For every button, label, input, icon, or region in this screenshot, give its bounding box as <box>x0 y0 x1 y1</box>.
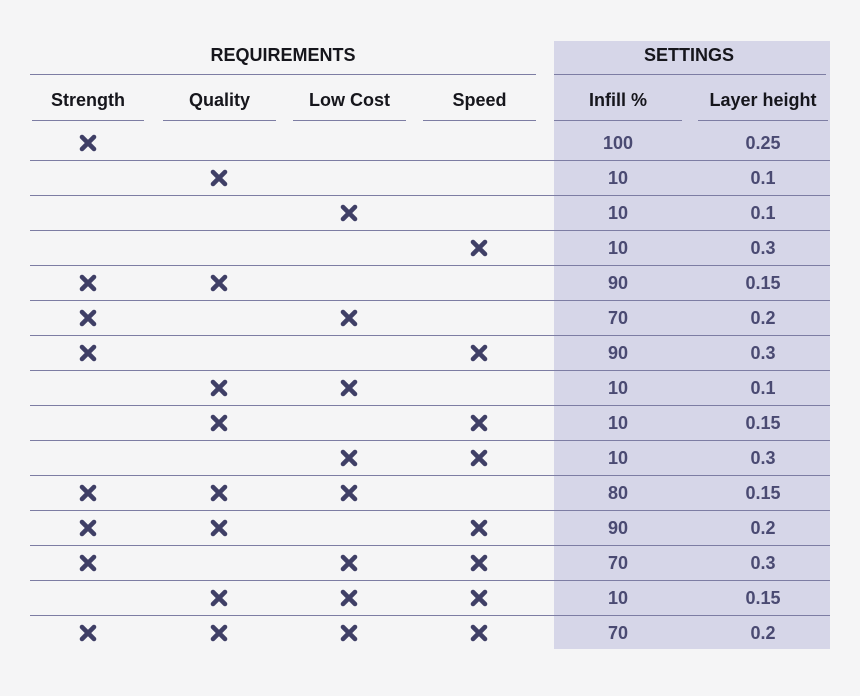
infill-value: 10 <box>607 413 629 433</box>
infill-value: 10 <box>607 203 629 223</box>
column-rule-low-cost <box>293 120 406 121</box>
cross-mark-icon <box>79 519 97 537</box>
requirements-group-rule <box>30 74 536 75</box>
settings-group-rule <box>554 74 826 75</box>
infill-value: 90 <box>607 343 629 363</box>
table-row <box>0 231 860 266</box>
layer-height-value: 0.3 <box>750 238 776 258</box>
table-row <box>0 266 860 301</box>
cross-mark-icon <box>470 449 488 467</box>
infill-value: 70 <box>607 553 629 573</box>
infill-value: 70 <box>607 308 629 328</box>
cross-mark-icon <box>210 414 228 432</box>
cross-mark-icon <box>340 379 358 397</box>
cross-mark-icon <box>210 484 228 502</box>
table-row <box>0 581 860 616</box>
table-row <box>0 301 860 336</box>
cross-mark-icon <box>470 624 488 642</box>
requirements-group-title: REQUIREMENTS <box>210 45 356 65</box>
column-rule-speed <box>423 120 536 121</box>
cross-mark-icon <box>470 519 488 537</box>
layer-height-value: 0.2 <box>750 623 776 643</box>
table-row <box>0 196 860 231</box>
cross-mark-icon <box>210 274 228 292</box>
table-row <box>0 406 860 441</box>
table-row <box>0 336 860 371</box>
cross-mark-icon <box>340 554 358 572</box>
cross-mark-icon <box>340 204 358 222</box>
cross-mark-icon <box>79 484 97 502</box>
cross-mark-icon <box>470 414 488 432</box>
infill-value: 90 <box>607 518 629 538</box>
infill-value: 80 <box>607 483 629 503</box>
table-row <box>0 161 860 196</box>
infill-value: 70 <box>607 623 629 643</box>
table-row <box>0 126 860 161</box>
layer-height-value: 0.3 <box>750 448 776 468</box>
cross-mark-icon <box>210 589 228 607</box>
layer-height-value: 0.15 <box>745 273 781 293</box>
column-rule-quality <box>163 120 276 121</box>
column-header-strength: Strength <box>51 90 125 110</box>
cross-mark-icon <box>340 309 358 327</box>
cross-mark-icon <box>79 309 97 327</box>
cross-mark-icon <box>340 484 358 502</box>
layer-height-value: 0.3 <box>750 553 776 573</box>
column-rule-infill <box>554 120 682 121</box>
cross-mark-icon <box>79 274 97 292</box>
layer-height-value: 0.2 <box>750 308 776 328</box>
cross-mark-icon <box>79 624 97 642</box>
cross-mark-icon <box>470 554 488 572</box>
infill-value: 10 <box>607 588 629 608</box>
layer-height-value: 0.2 <box>750 518 776 538</box>
table-row <box>0 616 860 651</box>
infill-value: 10 <box>607 238 629 258</box>
cross-mark-icon <box>79 134 97 152</box>
cross-mark-icon <box>340 624 358 642</box>
infill-value: 10 <box>607 168 629 188</box>
cross-mark-icon <box>210 624 228 642</box>
column-rule-layer-height <box>698 120 828 121</box>
cross-mark-icon <box>470 589 488 607</box>
column-header-layer-height: Layer height <box>709 90 817 110</box>
cross-mark-icon <box>470 239 488 257</box>
layer-height-value: 0.1 <box>750 378 776 398</box>
cross-mark-icon <box>340 449 358 467</box>
cross-mark-icon <box>340 589 358 607</box>
infill-value: 10 <box>607 448 629 468</box>
cross-mark-icon <box>470 344 488 362</box>
infill-value: 10 <box>607 378 629 398</box>
column-header-infill: Infill % <box>589 90 647 110</box>
table-row <box>0 441 860 476</box>
column-rule-strength <box>32 120 144 121</box>
layer-height-value: 0.1 <box>750 168 776 188</box>
cross-mark-icon <box>210 379 228 397</box>
cross-mark-icon <box>210 519 228 537</box>
infill-value: 90 <box>607 273 629 293</box>
table-row <box>0 511 860 546</box>
table-row <box>0 546 860 581</box>
cross-mark-icon <box>210 169 228 187</box>
cross-mark-icon <box>79 344 97 362</box>
table-row <box>0 476 860 511</box>
layer-height-value: 0.1 <box>750 203 776 223</box>
table-row <box>0 371 860 406</box>
infill-value: 100 <box>602 133 634 153</box>
cross-mark-icon <box>79 554 97 572</box>
layer-height-value: 0.15 <box>745 483 781 503</box>
column-header-speed: Speed <box>452 90 507 110</box>
layer-height-value: 0.15 <box>745 588 781 608</box>
column-header-low-cost: Low Cost <box>309 90 390 110</box>
layer-height-value: 0.15 <box>745 413 781 433</box>
layer-height-value: 0.3 <box>750 343 776 363</box>
settings-group-title: SETTINGS <box>643 45 734 65</box>
column-header-quality: Quality <box>188 90 250 110</box>
layer-height-value: 0.25 <box>745 133 781 153</box>
